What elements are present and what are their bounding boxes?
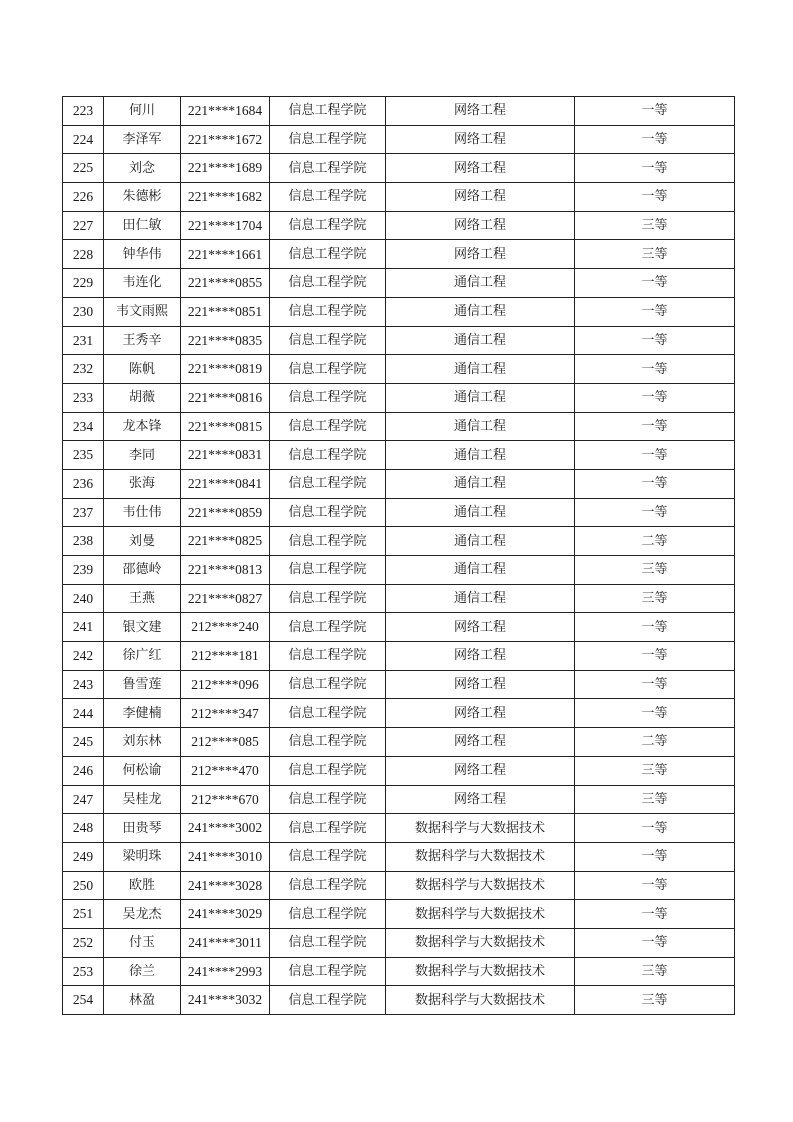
major-cell: 通信工程 — [386, 326, 575, 355]
table-row — [63, 240, 735, 269]
college-cell: 信息工程学院 — [270, 183, 386, 212]
row-number-cell: 252 — [63, 928, 104, 957]
row-number-cell: 228 — [63, 240, 104, 269]
award-grade-cell: 一等 — [575, 498, 735, 527]
table-row — [63, 125, 735, 154]
college-cell: 信息工程学院 — [270, 412, 386, 441]
table-row — [63, 183, 735, 212]
student-name-cell: 龙本锋 — [104, 412, 181, 441]
student-id-cell: 212****470 — [181, 756, 270, 785]
award-list-table — [62, 96, 735, 1015]
student-id-cell: 212****347 — [181, 699, 270, 728]
college-cell: 信息工程学院 — [270, 900, 386, 929]
student-id-cell: 221****0813 — [181, 556, 270, 585]
award-grade-cell: 三等 — [575, 240, 735, 269]
major-cell: 数据科学与大数据技术 — [386, 871, 575, 900]
student-id-cell: 241****3010 — [181, 842, 270, 871]
major-cell: 网络工程 — [386, 125, 575, 154]
major-cell: 数据科学与大数据技术 — [386, 986, 575, 1015]
major-cell: 通信工程 — [386, 441, 575, 470]
award-grade-cell: 一等 — [575, 383, 735, 412]
table-row — [63, 986, 735, 1015]
award-grade-cell: 一等 — [575, 183, 735, 212]
row-number-cell: 238 — [63, 527, 104, 556]
college-cell: 信息工程学院 — [270, 584, 386, 613]
table-row — [63, 355, 735, 384]
student-name-cell: 刘念 — [104, 154, 181, 183]
table-row — [63, 900, 735, 929]
award-grade-cell: 三等 — [575, 785, 735, 814]
award-grade-cell: 一等 — [575, 670, 735, 699]
college-cell: 信息工程学院 — [270, 986, 386, 1015]
student-name-cell: 鲁雪莲 — [104, 670, 181, 699]
award-grade-cell: 三等 — [575, 584, 735, 613]
major-cell: 通信工程 — [386, 383, 575, 412]
award-grade-cell: 三等 — [575, 211, 735, 240]
student-name-cell: 韦文雨熙 — [104, 297, 181, 326]
student-name-cell: 朱德彬 — [104, 183, 181, 212]
major-cell: 网络工程 — [386, 756, 575, 785]
student-id-cell: 212****240 — [181, 613, 270, 642]
award-grade-cell: 一等 — [575, 900, 735, 929]
award-grade-cell: 三等 — [575, 957, 735, 986]
student-name-cell: 林盈 — [104, 986, 181, 1015]
college-cell: 信息工程学院 — [270, 699, 386, 728]
row-number-cell: 239 — [63, 556, 104, 585]
row-number-cell: 251 — [63, 900, 104, 929]
row-number-cell: 235 — [63, 441, 104, 470]
student-id-cell: 221****0841 — [181, 469, 270, 498]
row-number-cell: 246 — [63, 756, 104, 785]
table-row — [63, 556, 735, 585]
college-cell: 信息工程学院 — [270, 154, 386, 183]
major-cell: 通信工程 — [386, 355, 575, 384]
student-id-cell: 221****1672 — [181, 125, 270, 154]
student-name-cell: 李同 — [104, 441, 181, 470]
college-cell: 信息工程学院 — [270, 326, 386, 355]
major-cell: 通信工程 — [386, 584, 575, 613]
table-row — [63, 269, 735, 298]
student-name-cell: 欧胜 — [104, 871, 181, 900]
row-number-cell: 249 — [63, 842, 104, 871]
table-row — [63, 842, 735, 871]
student-name-cell: 邵德岭 — [104, 556, 181, 585]
table-body — [63, 97, 735, 1015]
college-cell: 信息工程学院 — [270, 642, 386, 671]
student-id-cell: 221****1689 — [181, 154, 270, 183]
award-grade-cell: 一等 — [575, 441, 735, 470]
table-row — [63, 699, 735, 728]
table-row — [63, 928, 735, 957]
student-name-cell: 王燕 — [104, 584, 181, 613]
student-name-cell: 韦连化 — [104, 269, 181, 298]
row-number-cell: 226 — [63, 183, 104, 212]
student-id-cell: 212****085 — [181, 728, 270, 757]
student-id-cell: 221****0816 — [181, 383, 270, 412]
major-cell: 通信工程 — [386, 412, 575, 441]
major-cell: 通信工程 — [386, 297, 575, 326]
student-name-cell: 付玉 — [104, 928, 181, 957]
student-id-cell: 221****0855 — [181, 269, 270, 298]
student-id-cell: 221****1704 — [181, 211, 270, 240]
student-name-cell: 田贵琴 — [104, 814, 181, 843]
student-id-cell: 221****1684 — [181, 97, 270, 126]
table-row — [63, 441, 735, 470]
award-grade-cell: 一等 — [575, 928, 735, 957]
student-name-cell: 刘曼 — [104, 527, 181, 556]
row-number-cell: 253 — [63, 957, 104, 986]
major-cell: 通信工程 — [386, 469, 575, 498]
college-cell: 信息工程学院 — [270, 670, 386, 699]
row-number-cell: 247 — [63, 785, 104, 814]
student-name-cell: 徐广红 — [104, 642, 181, 671]
student-id-cell: 241****3011 — [181, 928, 270, 957]
student-name-cell: 田仁敏 — [104, 211, 181, 240]
student-name-cell: 李健楠 — [104, 699, 181, 728]
major-cell: 通信工程 — [386, 556, 575, 585]
table-row — [63, 154, 735, 183]
major-cell: 数据科学与大数据技术 — [386, 928, 575, 957]
student-id-cell: 212****670 — [181, 785, 270, 814]
award-grade-cell: 一等 — [575, 154, 735, 183]
student-name-cell: 银文建 — [104, 613, 181, 642]
student-name-cell: 吴龙杰 — [104, 900, 181, 929]
award-grade-cell: 一等 — [575, 297, 735, 326]
row-number-cell: 234 — [63, 412, 104, 441]
student-id-cell: 241****3028 — [181, 871, 270, 900]
major-cell: 网络工程 — [386, 670, 575, 699]
major-cell: 网络工程 — [386, 183, 575, 212]
major-cell: 网络工程 — [386, 211, 575, 240]
student-name-cell: 陈帆 — [104, 355, 181, 384]
row-number-cell: 254 — [63, 986, 104, 1015]
student-id-cell: 221****0815 — [181, 412, 270, 441]
student-id-cell: 221****0851 — [181, 297, 270, 326]
major-cell: 通信工程 — [386, 527, 575, 556]
student-name-cell: 钟华伟 — [104, 240, 181, 269]
row-number-cell: 224 — [63, 125, 104, 154]
table-row — [63, 383, 735, 412]
award-grade-cell: 一等 — [575, 842, 735, 871]
row-number-cell: 241 — [63, 613, 104, 642]
row-number-cell: 230 — [63, 297, 104, 326]
student-id-cell: 221****1682 — [181, 183, 270, 212]
row-number-cell: 236 — [63, 469, 104, 498]
table-row — [63, 498, 735, 527]
college-cell: 信息工程学院 — [270, 355, 386, 384]
major-cell: 数据科学与大数据技术 — [386, 957, 575, 986]
table-row — [63, 670, 735, 699]
table-row — [63, 97, 735, 126]
award-grade-cell: 二等 — [575, 728, 735, 757]
student-name-cell: 王秀辛 — [104, 326, 181, 355]
student-name-cell: 吴桂龙 — [104, 785, 181, 814]
student-id-cell: 241****3029 — [181, 900, 270, 929]
major-cell: 通信工程 — [386, 269, 575, 298]
table-row — [63, 756, 735, 785]
student-id-cell: 241****3002 — [181, 814, 270, 843]
college-cell: 信息工程学院 — [270, 871, 386, 900]
college-cell: 信息工程学院 — [270, 125, 386, 154]
student-id-cell: 212****181 — [181, 642, 270, 671]
award-grade-cell: 一等 — [575, 613, 735, 642]
award-grade-cell: 一等 — [575, 871, 735, 900]
student-name-cell: 何松谕 — [104, 756, 181, 785]
table-row — [63, 871, 735, 900]
major-cell: 网络工程 — [386, 97, 575, 126]
award-grade-cell: 一等 — [575, 269, 735, 298]
row-number-cell: 245 — [63, 728, 104, 757]
student-id-cell: 221****0827 — [181, 584, 270, 613]
college-cell: 信息工程学院 — [270, 441, 386, 470]
major-cell: 网络工程 — [386, 728, 575, 757]
student-id-cell: 221****0831 — [181, 441, 270, 470]
student-name-cell: 胡薇 — [104, 383, 181, 412]
student-id-cell: 212****096 — [181, 670, 270, 699]
student-name-cell: 徐兰 — [104, 957, 181, 986]
student-id-cell: 221****0819 — [181, 355, 270, 384]
college-cell: 信息工程学院 — [270, 240, 386, 269]
student-id-cell: 221****0859 — [181, 498, 270, 527]
table-row — [63, 957, 735, 986]
row-number-cell: 233 — [63, 383, 104, 412]
student-name-cell: 韦仕伟 — [104, 498, 181, 527]
award-grade-cell: 一等 — [575, 326, 735, 355]
college-cell: 信息工程学院 — [270, 211, 386, 240]
college-cell: 信息工程学院 — [270, 728, 386, 757]
college-cell: 信息工程学院 — [270, 928, 386, 957]
row-number-cell: 244 — [63, 699, 104, 728]
table-row — [63, 642, 735, 671]
student-name-cell: 李泽军 — [104, 125, 181, 154]
student-id-cell: 221****1661 — [181, 240, 270, 269]
college-cell: 信息工程学院 — [270, 556, 386, 585]
award-grade-cell: 三等 — [575, 556, 735, 585]
college-cell: 信息工程学院 — [270, 498, 386, 527]
student-id-cell: 221****0825 — [181, 527, 270, 556]
student-id-cell: 221****0835 — [181, 326, 270, 355]
row-number-cell: 242 — [63, 642, 104, 671]
award-grade-cell: 一等 — [575, 125, 735, 154]
award-grade-cell: 一等 — [575, 355, 735, 384]
row-number-cell: 229 — [63, 269, 104, 298]
major-cell: 网络工程 — [386, 699, 575, 728]
table-row — [63, 527, 735, 556]
college-cell: 信息工程学院 — [270, 383, 386, 412]
row-number-cell: 231 — [63, 326, 104, 355]
table-row — [63, 728, 735, 757]
major-cell: 数据科学与大数据技术 — [386, 814, 575, 843]
award-grade-cell: 二等 — [575, 527, 735, 556]
major-cell: 网络工程 — [386, 785, 575, 814]
college-cell: 信息工程学院 — [270, 527, 386, 556]
table-row — [63, 584, 735, 613]
major-cell: 网络工程 — [386, 642, 575, 671]
table-row — [63, 412, 735, 441]
row-number-cell: 243 — [63, 670, 104, 699]
college-cell: 信息工程学院 — [270, 814, 386, 843]
table-row — [63, 785, 735, 814]
major-cell: 网络工程 — [386, 613, 575, 642]
table-row — [63, 613, 735, 642]
major-cell: 网络工程 — [386, 240, 575, 269]
row-number-cell: 250 — [63, 871, 104, 900]
major-cell: 数据科学与大数据技术 — [386, 900, 575, 929]
college-cell: 信息工程学院 — [270, 469, 386, 498]
major-cell: 数据科学与大数据技术 — [386, 842, 575, 871]
student-name-cell: 刘东林 — [104, 728, 181, 757]
major-cell: 通信工程 — [386, 498, 575, 527]
college-cell: 信息工程学院 — [270, 269, 386, 298]
award-grade-cell: 一等 — [575, 699, 735, 728]
major-cell: 网络工程 — [386, 154, 575, 183]
student-id-cell: 241****2993 — [181, 957, 270, 986]
college-cell: 信息工程学院 — [270, 297, 386, 326]
student-id-cell: 241****3032 — [181, 986, 270, 1015]
row-number-cell: 232 — [63, 355, 104, 384]
student-name-cell: 张海 — [104, 469, 181, 498]
college-cell: 信息工程学院 — [270, 756, 386, 785]
award-grade-cell: 三等 — [575, 756, 735, 785]
award-grade-cell: 一等 — [575, 814, 735, 843]
award-grade-cell: 一等 — [575, 412, 735, 441]
table-row — [63, 469, 735, 498]
row-number-cell: 240 — [63, 584, 104, 613]
award-grade-cell: 三等 — [575, 986, 735, 1015]
award-grade-cell: 一等 — [575, 97, 735, 126]
college-cell: 信息工程学院 — [270, 842, 386, 871]
student-name-cell: 何川 — [104, 97, 181, 126]
award-grade-cell: 一等 — [575, 642, 735, 671]
college-cell: 信息工程学院 — [270, 785, 386, 814]
table-row — [63, 297, 735, 326]
row-number-cell: 227 — [63, 211, 104, 240]
college-cell: 信息工程学院 — [270, 97, 386, 126]
row-number-cell: 248 — [63, 814, 104, 843]
table-row — [63, 326, 735, 355]
table-row — [63, 814, 735, 843]
award-grade-cell: 一等 — [575, 469, 735, 498]
student-name-cell: 梁明珠 — [104, 842, 181, 871]
row-number-cell: 237 — [63, 498, 104, 527]
table-row — [63, 211, 735, 240]
row-number-cell: 225 — [63, 154, 104, 183]
row-number-cell: 223 — [63, 97, 104, 126]
college-cell: 信息工程学院 — [270, 957, 386, 986]
college-cell: 信息工程学院 — [270, 613, 386, 642]
